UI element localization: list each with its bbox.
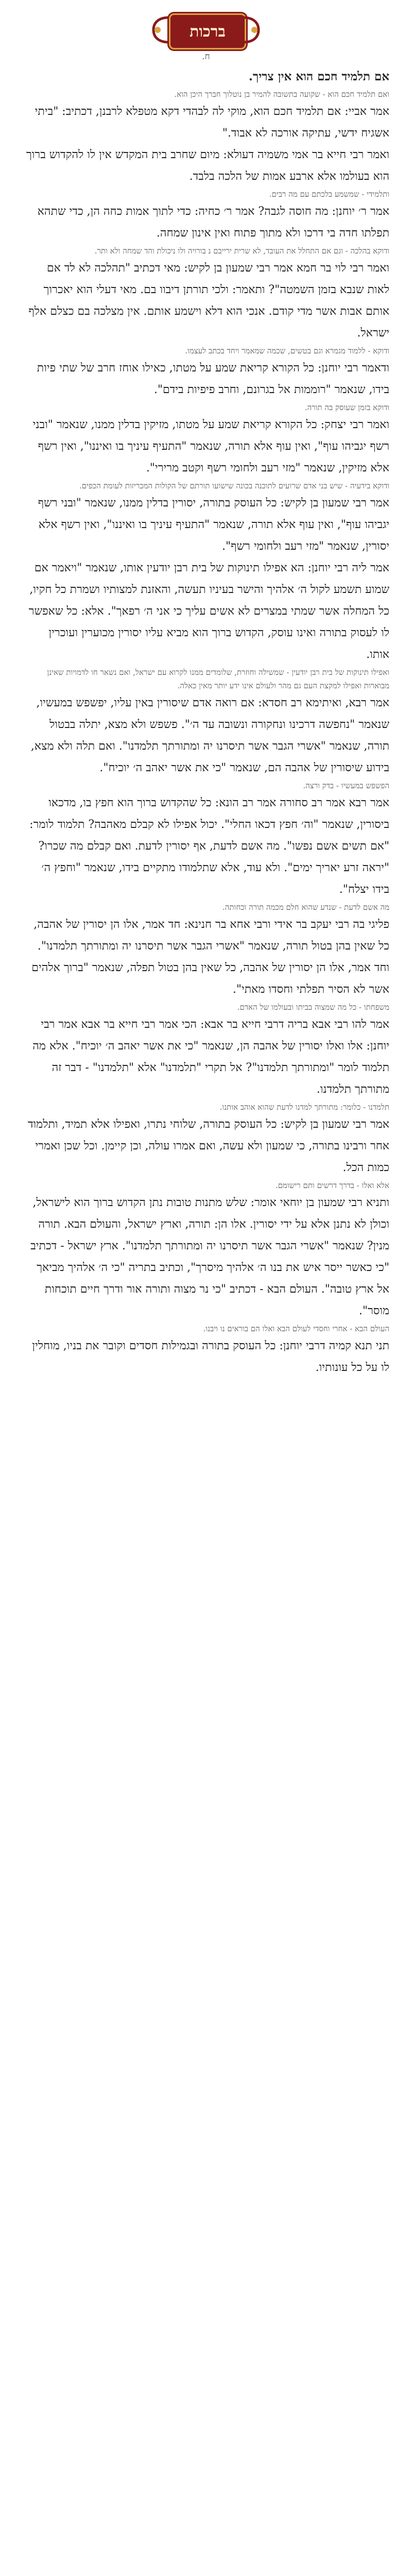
text-paragraph: תני תנא קמיה דרבי יוחנן: כל העוסק בתורה ובגמילות חסדים וקובר את בניו, מוחלין לו על כל עונותיו. [32,1340,389,1374]
text-paragraph: אמר אביי: אם תלמיד חכם הוא, מוקי לה לבהדי דקא מטפלא לרבנן, דכתיב: "ביתי אשגיח ידשי, עתיקה אורכה לא אבוד." [35,105,389,140]
scroll-ornament-right-icon [243,13,262,46]
text-paragraph: אמר ר׳ יוחנן: מה חוסה לגבה? אמר ר׳ כחיה: כדי לתוך אמות כחה הן, כדי שתהא תפלתו חדה בי דרכו ולא מתוך פתוח ואין אינון שמחה. [37,205,389,240]
commentary-paragraph: ודוקא בהלכה - וגם אם התחלל את העובד, לא שרית ירייבם נ בורויה ולו ניכולת והד שמחה ולא ותר. [94,246,389,256]
commentary-paragraph: ואפילו תינוקות של בית רבן יודעין - שמשילה וחוזרת, שלומדים ממנו לקרוא עם ישראל, ואם נשאר חו לדמויות שאינן מבוארות ואפילו למקצת העם גם מהר ולעולם אינו ידע יותר מאין כאלה. [47,668,389,690]
text-paragraph: ואמר רבי חייא בר אמי משמיה דעולא: מיום שחרב בית המקדש אין לו להקדוש ברוך הוא בעולמו אלא ארבע אמות של הלכה בלבד. [26,148,389,183]
tractate-title: ברכות [190,22,226,41]
text-body [0,66,412,1379]
text-paragraph: אמר להו רבי אבא בריה דרבי חייא בר אבא: הכי אמר רבי חייא בר אבא אמר רבי יוחנן: אלו ואלו יסורין של אהבה הן, שנאמר "כי את אשר יאהב ה׳ יוכיח". אלא מה תלמוד לומר "ומתורתך תלמדנו"? אל תקרי "תלמדנו" אלא "תלמדנו" - דבר זה מתורתך תלמדנו. [32,1018,389,1096]
folio-marker: ח. [202,52,210,62]
commentary-paragraph: תלמדנו - כלומר: מתורתך למדנו לדעת שהוא אוהב אותנו. [219,1103,389,1112]
commentary-paragraph: העולם הבא - אחרי וחסדי לעולם הבא ואלו הם בוראים נו ויבנו. [203,1324,389,1333]
page-header [0,0,412,66]
text-paragraph: אמר רבי שמעון בן לקיש: כל העוסק בתורה, שלוחי נתרו, ואפילו אלא תמיד, ותלמוד אחר ורבינו בתורה, כי שמעון ולא עשה, ואם אמרו עולה, וכן קיימן. וכל שכן ואמרי כמות הכל. [27,1118,389,1174]
text-paragraph: ותניא רבי שמעון בן יוחאי אומר: שלש מתנות טובות נתן הקדוש ברוך הוא לישראל, וכולן לא נתנן אלא על ידי יסורין. אלו הן: תורה, וארץ ישראל, והעולם הבא. תורה מנין? שנאמר "אשרי הגבר אשר תיסרנו יה ומתורתך תלמדנו". ארץ ישראל - דכתיב "כי כאשר ייסר איש את בנו ה׳ אלהיך מיסרך", וכתיב בתריה "כי ה׳ אלהיך מביאך אל ארץ טובה". העולם הבא - דכתיב "כי נר מצוה ותורה אור ודרך חיים תוכחות מוסר". [30,1196,389,1317]
text-paragraph: אמר ליה רבי יוחנן: הא אפילו תינוקות של בית רבן יודעין אותו, שנאמר "ויאמר אם שמוע תשמע לקול ה׳ אלהיך והישר בעיניו תעשה, והאזנת למצותיו ושמרת כל חקיו, כל המחלה אשר שמתי במצרים לא אשים עליך כי אני ה׳ רפאך". אלא: כל שאפשר לו לעסוק בתורה ואינו עוסק, הקדוש ברוך הוא מביא עליו יסורין מכוערין ועוכרין אותו. [28,562,389,661]
commentary-paragraph: ודוקא - ללמוד מגמרא וגם בטשים, שכמה שמאמר ויחד בכתב לעצמו. [185,346,389,355]
mishna-heading: אם תלמיד חכם הוא אין צריך. [248,70,389,83]
text-paragraph: אמר רבא, ואיתימא רב חסדא: אם רואה אדם שיסורין באין עליו, יפשפש במעשיו, שנאמר "נחפשה דרכינו ונחקורה ונשובה עד ה׳". פשפש ולא מצא, יתלה בבטול תורה, שנאמר "אשרי הגבר אשר תיסרנו יה ומתורתך תלמדנו". ואם תלה ולא מצא, בידוע שיסורין של אהבה הם, שנאמר "כי את אשר יאהב ה׳ יוכיח". [30,697,389,774]
commentary-paragraph: הפשפש במעשיו - בדק ורצה. [303,781,389,790]
commentary-paragraph: ואם תלמיד חכם הוא - שקועה בתשובה להמיר בן נוטלוך חברך היכן הוא. [174,90,389,99]
text-paragraph: ודאמר רבי יוחנן: כל הקורא קריאת שמע על מטתו, כאילו אוחז חרב של שתי פיות בידו, שנאמר "רוממות אל בגרונם, וחרב פיפיות בידם". [37,362,389,396]
commentary-paragraph: ודוקא בידעיה - שיש בני אדם שרועים לתוכנה בכונה שישועו תורתם של הקולות המכריזות לעומת הכפים. [79,481,389,490]
text-paragraph: ואמר רבי יצחק: כל הקורא קריאת שמע על מטתו, מזיקין בדלין ממנו, שנאמר "ובני רשף יגביהו עוף", ואין עוף אלא תורה, שנאמר "התעיף עיניך בו ואיננו", ואין רשף אלא מזיקין, שנאמר "מזי רעב ולחומי רשף וקטב מרירי". [32,418,389,474]
commentary-paragraph: ודוקא בזמן שעוסק בה תורה. [304,403,389,412]
text-paragraph: ואמר רבי לוי בר חמא אמר רבי שמעון בן לקיש: מאי דכתיב "תהלכה לא לד אם לאות שנבא בזמן השמטה"? ותאמר: ולכי תורתן דיבוו בם. מאי דעלי הוא יאכרוך אותם אבות אשר מדי קודם. אנכי הוא דלא וישמע אותם. אין מצלכה בם כצלם אלף ישראל. [28,262,389,340]
text-paragraph: אמר רבי שמעון בן לקיש: כל העוסק בתורה, יסורין בדלין ממנו, שנאמר "ובני רשף יגביהו עוף", ואין עוף אלא תורה, שנאמר "התעיף עיניך בו ואיננו", ואין רשף אלא יסורין, שנאמר "מזי רעב ולחומי רשף". [38,497,389,553]
text-paragraph: אמר רבא אמר רב סחורה אמר רב הונא: כל שהקדוש ברוך הוא חפץ בו, מדכאו ביסורין, שנאמר "וה׳ חפץ דכאו החלי". יכול אפילו לא קבלם מאהבה? תלמוד לומר: "אם תשים אשם נפשו". מה אשם לדעת, אף יסורין לדעת. ואם קבלם מה שכרו? "יראה זרע יאריך ימים". ולא עוד, אלא שתלמודו מתקיים בידו, שנאמר "וחפץ ה׳ בידו יצלח". [29,796,389,896]
commentary-paragraph: מה אשם לדעת - שנדע שהוא חלם מכמה תורה וכחותה. [222,903,389,912]
commentary-paragraph: משפחתו - כל מה שמצוה בביתו ובעולמו של האדם. [237,1003,389,1012]
scroll-ornament-left-icon [150,13,169,46]
text-paragraph: פליגי בה רבי יעקב בר אידי ורבי אחא בר חנינא: חד אמר, אלו הן יסורין של אהבה, כל שאין בהן בטול תורה, שנאמר "אשרי הגבר אשר תיסרנו יה ומתורתך תלמדנו". וחד אמר, אלו הן יסורין של אהבה, כל שאין בהן בטול תפלה, שנאמר "ברוך אלהים אשר לא הסיר תפלתי וחסדו מאתי". [31,918,389,996]
commentary-paragraph: אלא ואלו - בדרך דרשים ותם רישומם. [275,1181,389,1190]
commentary-paragraph: ותלמידי - שמשמע בלכתם עם מה רבים. [269,190,389,199]
tractate-banner [169,13,246,49]
